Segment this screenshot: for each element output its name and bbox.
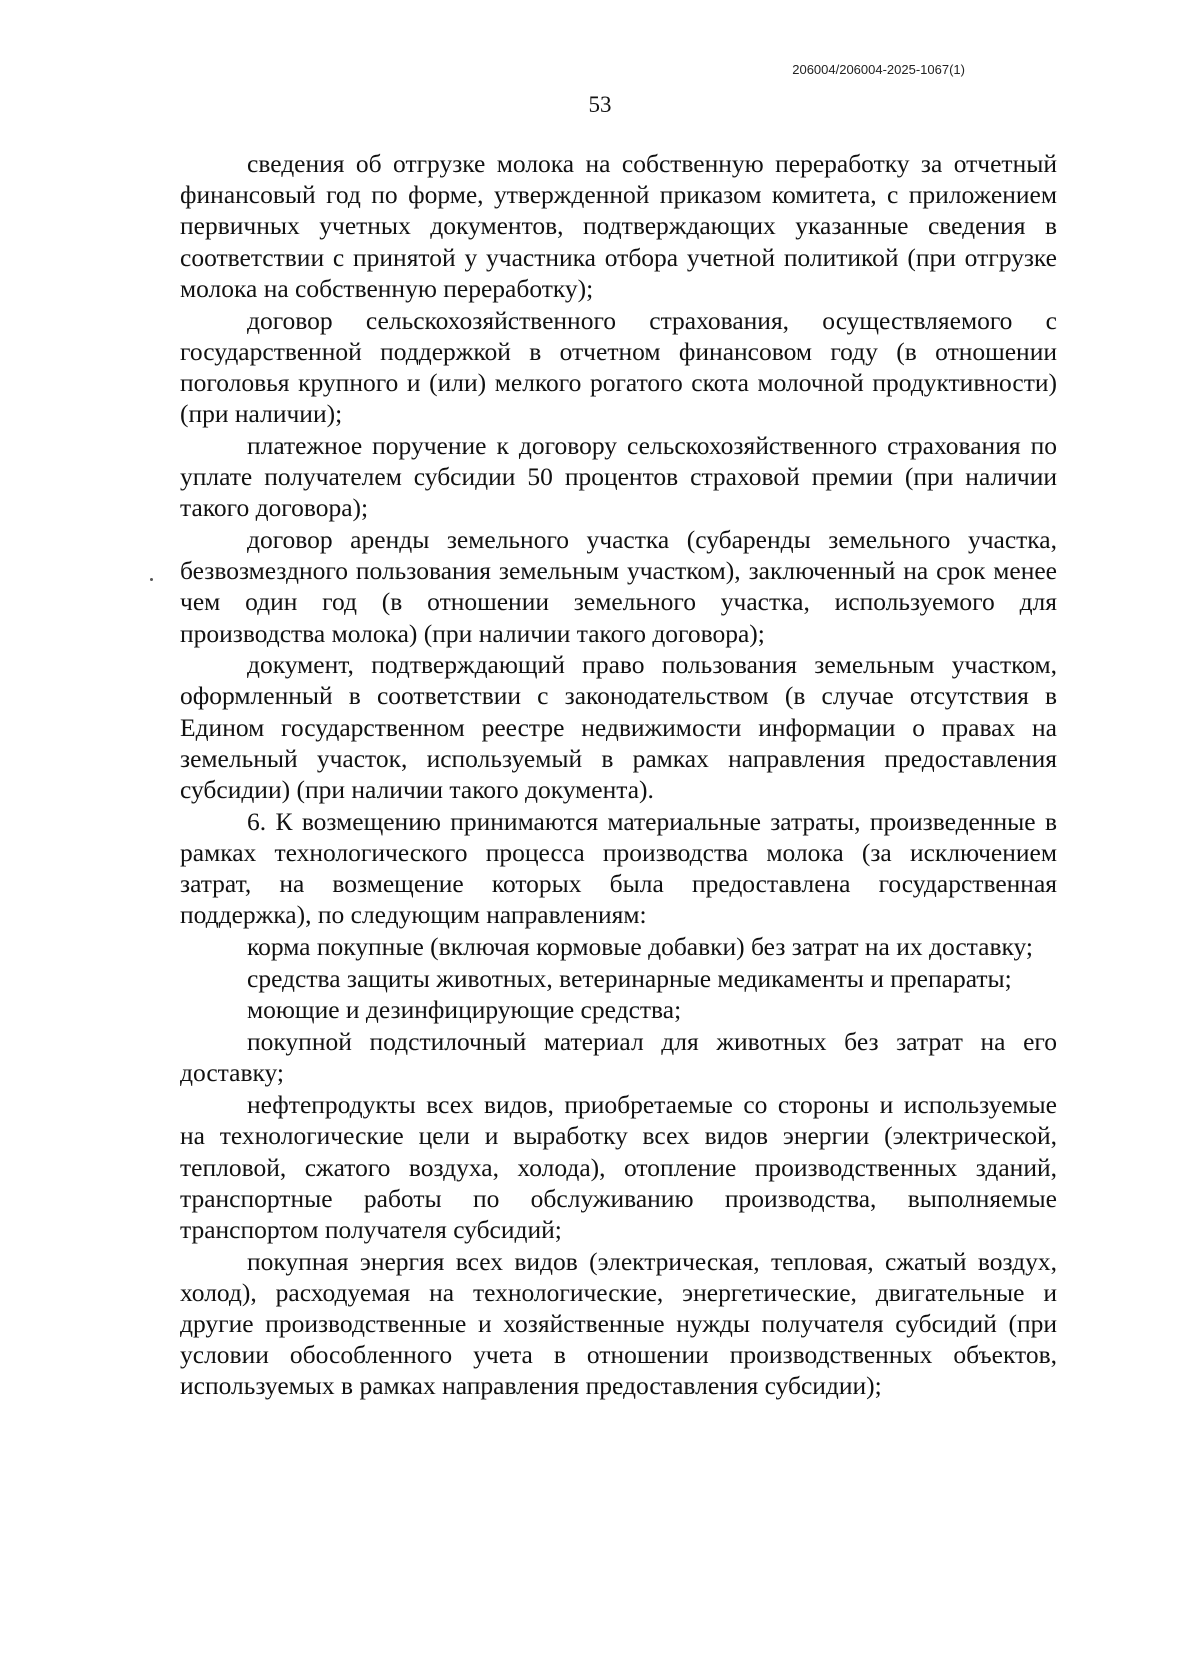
paragraph-petroleum: нефтепродукты всех видов, приобретаемые со стороны и используемые на технологические цели и выработку всех видов энергии (электрической, тепловой, сжатого воздуха, холода), отопление производственных зданий, транспортные работы по обслуживанию производства, выполняемые транспортом получателя субсидий; [180, 1090, 1057, 1244]
paragraph-energy: покупная энергия всех видов (электрическая, тепловая, сжатый воздух, холод), расходуемая на технологические, энергетические, двигательные и другие производственные и хозяйственные нужды получателя субсидий (при условии обособленного учета в отношении производственных объектов, используемых в рамках направления предоставления субсидии); [180, 1246, 1057, 1401]
paragraph-veterinary: средства защиты животных, ветеринарные медикаменты и препараты; [247, 963, 1012, 993]
paragraph-land-lease: договор аренды земельного участка (субаренды земельного участка, безвозмездного пользования земельным участком), заключенный на срок менее чем один год (в отношении земельного участка, используемого для производства молока) (при наличии такого договора); [180, 524, 1057, 648]
paragraph-detergents: моющие и дезинфицирующие средства; [247, 995, 682, 1025]
scan-speck [150, 578, 153, 581]
paragraph-payment-order: платежное поручение к договору сельскохозяйственного страхования по уплате получателем субсидии 50 процентов страховой премии (при наличии такого договора); [180, 430, 1057, 523]
document-id: 206004/206004-2025-1067(1) [792, 62, 965, 77]
paragraph-feed: корма покупные (включая кормовые добавки) без затрат на их доставку; [247, 932, 1034, 962]
paragraph-item-6: 6. К возмещению принимаются материальные затраты, произведенные в рамках технологического процесса производства молока (за исключением затрат, на возмещение которых была предоставлена государственная поддержка), по следующим направлениям: [180, 806, 1057, 930]
document-body [180, 148, 1057, 1402]
paragraph-land-use-document: документ, подтверждающий право пользования земельным участком, оформленный в соответствии с законодательством (в случае отсутствия в Едином государственном реестре недвижимости информации о правах на земельный участок, используемый в рамках направления предоставления субсидии) (при наличии такого документа). [180, 650, 1057, 805]
page-number: 53 [588, 92, 612, 117]
paragraph-milk-shipment: сведения об отгрузке молока на собственную переработку за отчетный финансовый год по форме, утвержденной приказом комитета, с приложением первичных учетных документов, подтверждающих указанные сведения в соответствии с принятой у участника отбора учетной политикой (при отгрузке молока на собственную переработку); [180, 149, 1057, 303]
paragraph-insurance-contract: договор сельскохозяйственного страхования, осуществляемого с государственной поддержкой в отчетном финансовом году (в отношении поголовья крупного и (или) мелкого рогатого скота молочной продуктивности) (при наличии); [180, 305, 1057, 429]
paragraph-bedding: покупной подстилочный материал для животных без затрат на его доставку; [180, 1027, 1057, 1088]
